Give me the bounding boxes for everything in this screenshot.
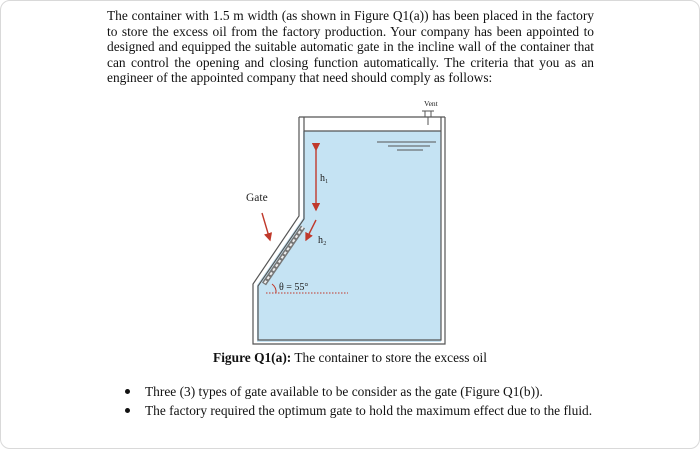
- caption-bold: Figure Q1(a):: [213, 350, 292, 365]
- criteria-list: [123, 382, 592, 420]
- gate-label: Gate: [246, 192, 268, 204]
- figure-caption: [0, 350, 700, 366]
- angle-label: θ = 55°: [279, 282, 309, 293]
- list-item: The factory required the optimum gate to hold the maximum effect due to the fluid.: [123, 401, 592, 420]
- h1-label: h₁: [320, 173, 329, 184]
- bullet-icon: [125, 389, 130, 394]
- caption-rest: The container to store the excess oil: [291, 350, 487, 365]
- vent-icon: [422, 111, 434, 125]
- intro-text: The container with 1.5 m width (as shown in Figure Q1(a)) has been placed in the factory to store the excess oil from the factory production. Your company has been appointed to designed and equipped the suitable automatic gate in the incline wall of the container that can control the opening and closing function automatically. The criteria that you as an engineer of the appointed company that need should comply as follows:: [107, 8, 594, 86]
- vent-label: Vent: [424, 99, 438, 108]
- list-item: Three (3) types of gate available to be consider as the gate (Figure Q1(b)).: [123, 382, 592, 401]
- bullet-icon: [125, 408, 130, 413]
- gate-arrow: [262, 213, 270, 240]
- h2-label: h₂: [318, 235, 327, 246]
